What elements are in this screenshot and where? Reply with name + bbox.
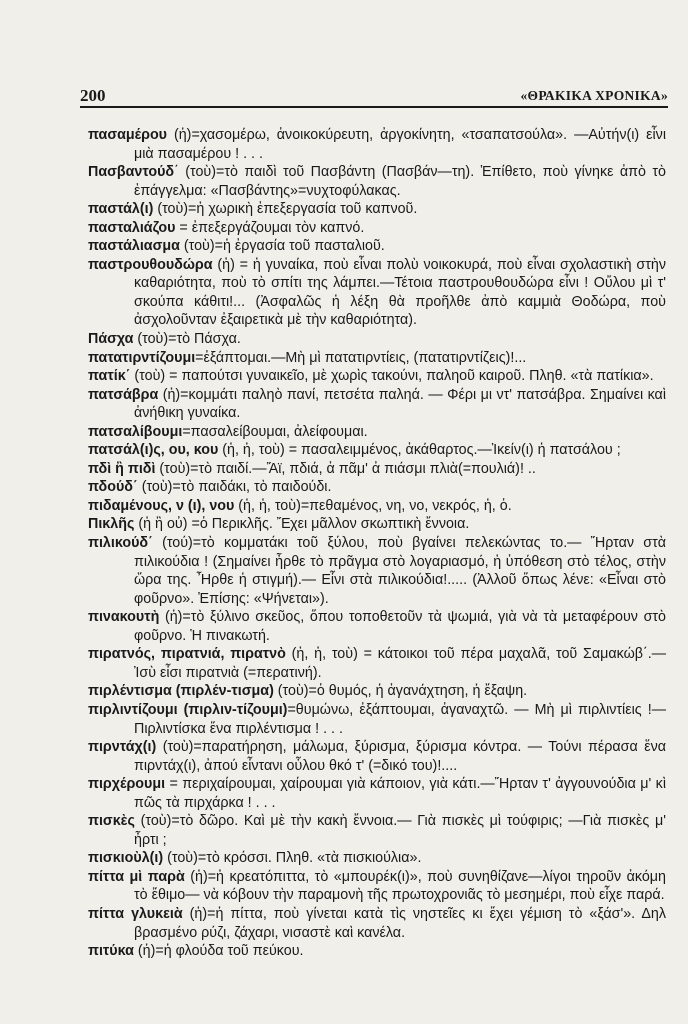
glossary-entry [88, 330, 666, 349]
glossary-entry [88, 256, 666, 330]
entry-headword: πιρλέντισμα (πιρλέν-τισμα) [88, 683, 274, 700]
glossary-entry [88, 126, 666, 163]
entry-headword: πιλικούδ΄ [88, 535, 153, 552]
entry-headword: πδὶ ἢ πιδὶ [88, 460, 156, 477]
glossary-entry [88, 349, 666, 368]
glossary-entry [88, 812, 666, 849]
entry-headword: πισκὲς [88, 813, 135, 830]
glossary-entry [88, 423, 666, 442]
glossary-entry [88, 460, 666, 479]
entry-definition: (ἡ)=κομμάτι παληὸ πανί, πετσέτα παληά. — Φέρι μι ντ' πατσάβρα. Σημαίνει καὶ ἀνήθικη γυναίκα. [134, 386, 666, 422]
entry-definition: =θυμώνω, ἐξάπτουμαι, ἀγαναχτῶ. — Μὴ μὶ πιρλιντίεις !— Πιρλιντίσκα ἕνα πιρλέντισμα ! . . . [134, 701, 667, 737]
entry-headword: πιδαμένους, ν (ι), νου [88, 497, 235, 514]
entry-definition: (τοὺ)=τὸ παιδί.—Ἄϊ, πδιά, ἀ πᾶμ' ἀ πιάσμι πλιὰ(=πουλιά)! .. [155, 460, 536, 477]
entry-definition: (τού)=τὸ κομματάκι τοῦ ξύλου, ποὺ βγαίνει πελεκώντας το.— Ἤρταν στὰ πιλικούδια ! (Σημαίνει ἦρθε τὸ πρᾶγμα στὸ λογαριασμό, ἡ ὑπόθεση στὸ τέλος, στὴν ὥρα της. Ἦρθε ἡ στιγμή).— Εἶνι στὰ πιλικούδια!..... (Ἀλλοῦ ὅπως λένε: «Εἶναι στὸ φοῦρνο». Ἐπίσης: «Ψήνεται»). [134, 535, 666, 607]
entry-headword: πατίκ΄ [88, 368, 131, 385]
glossary-entry [88, 515, 666, 534]
glossary-entry [88, 868, 666, 905]
entry-definition: (τοὺ)=παρατήρηση, μάλωμα, ξύρισμα, ξύρισμα κόντρα. — Τούνι πέρασα ἕνα πιρντάχ(ι), ἀπού εἶντανι οὗλου θκό τ' (=δικό του)!.... [134, 739, 666, 774]
entry-headword: Πασβαντούδ [88, 164, 175, 181]
entry-definition: (τοὺ)=ἡ ἐργασία τοῦ πασταλιοῦ. [179, 238, 385, 255]
entry-definition: (ἡ ἢ οὐ) =ὁ Περικλῆς. Ἔχει μᾶλλον σκωπτικὴ ἔννοια. [134, 516, 470, 533]
glossary-entry [88, 942, 666, 961]
entry-headword: πισκιοὺλ(ι) [88, 850, 164, 867]
entry-definition: =ἐξάπτομαι.—Μὴ μὶ πατατιρντίεις, (πατατιρντίζεις)!... [195, 349, 527, 366]
entry-headword: πιρντάχ(ι) [88, 739, 157, 756]
entry-headword: πασταλιάζου [88, 219, 176, 236]
glossary-body [88, 126, 666, 961]
entry-definition: (τοὺ)=τὸ Πάσχα. [133, 331, 241, 348]
glossary-entry [88, 682, 666, 701]
entry-headword: πατσαλίβουμι [88, 423, 183, 440]
entry-definition: (ἡ, ἡ, τοὺ)=πεθαμένος, νη, νο, νεκρός, ἡ, ὁ. [234, 497, 512, 514]
glossary-entry [88, 608, 666, 645]
glossary-entry [88, 905, 666, 942]
glossary-entry [88, 200, 666, 219]
glossary-entry [88, 775, 666, 812]
entry-definition: (τοὺ)=τὸ παιδάκι, τὸ παιδούδι. [137, 479, 332, 496]
glossary-entry [88, 367, 666, 386]
entry-definition: (τοὺ)=ἡ χωρικὴ ἐπεξεργασία τοῦ καπνοῦ. [153, 201, 418, 218]
entry-headword: πατσάβρα [88, 386, 159, 403]
entry-headword: πδούδ΄ [88, 479, 138, 496]
entry-headword: πατατιρντίζουμι [88, 349, 196, 366]
entry-headword: πιρλιντίζουμι (πιρλιν-τίζουμι) [88, 701, 288, 718]
glossary-entry [88, 219, 666, 238]
glossary-entry [88, 701, 666, 738]
glossary-entry [88, 237, 666, 256]
entry-definition: (ἡ)=χασομέρω, ἀνοικοκύρευτη, ἀργοκίνητη, «τσαπατσούλα». —Αὐτήν(ι) εἶνι μιὰ πασαμέρου ! . . . [134, 127, 666, 162]
glossary-entry [88, 645, 666, 682]
entry-definition: (ἡ) = ἡ γυναίκα, ποὺ εἶναι πολὺ νοικοκυρά, ποὺ εἶναι σχολαστικὴ στὴν καθαριότητα, ποὺ τὸ σπίτι της λάμπει.—Τέτοια παστρουθουδώρα εἶνι ! Οὔλου μὶ τ' σκούπα κάθιτι!... (Ἀσφαλῶς ἡ λέξη θὰ προῆλθε ἀπὸ καμμιὰ Θοδώρα, ποὺ ἀσχολοῦνταν ἐξαιρετικὰ μὲ τὴν καθαριότητα). [134, 256, 666, 329]
entry-headword: παστάλιασμα [88, 238, 180, 255]
entry-definition: = ἐπεξεργάζουμαι τὸν καπνό. [175, 219, 365, 236]
entry-definition: (ἡ)=ἡ πίττα, ποὺ γίνεται κατὰ τὶς νηστεῖες κι ἔχει γέμιση τὸ «ξάσ'». Δηλ βρασμένο ρύζι, ζάχαρι, νισαστὲ καὶ κανέλα. [134, 905, 666, 941]
entry-definition: =πασαλείβουμαι, ἀλείφουμαι. [182, 423, 368, 440]
entry-headword: πιρχέρουμι [88, 776, 166, 793]
glossary-entry [88, 534, 666, 608]
entry-definition: ΄ (τοὺ)=τὸ παιδὶ τοῦ Πασβάντη (Πασβάν—τη). Ἐπίθετο, ποὺ γίνηκε ἀπὸ τὸ ἐπάγγελμα: «Πασβάντης»=νυχτοφύλακας. [134, 164, 666, 199]
running-header [80, 84, 668, 108]
entry-definition: (ἡ, ἡ, τοὺ) = πασαλειμμένος, ἀκάθαρτος.—Ἰκείν(ι) ἡ πατσάλου ; [218, 442, 621, 459]
page-number: 200 [80, 86, 106, 105]
entry-definition: (ἡ)=ἡ κρεατόπιττα, τὸ «μπουρέκ(ι)», ποὺ συνηθίζανε—λίγοι τηροῦν ἀκόμη τὸ ἔθιμο— νὰ κόβουν τὴν παραμονὴ τῆς πρωτοχρονιᾶς τὸ μεσημέρι, ποὺ εἶχε παρά. [134, 868, 666, 904]
entry-definition: (τοὺ)=τὸ κρόσσι. Πληθ. «τὰ πισκιούλια». [163, 850, 422, 867]
journal-title: «ΘΡΑΚΙΚΑ ΧΡΟΝΙΚΑ» [520, 88, 668, 103]
entry-headword: παστάλ(ι) [88, 201, 154, 218]
glossary-entry [88, 163, 666, 200]
entry-headword: Πάσχα [88, 331, 134, 348]
glossary-entry [88, 497, 666, 516]
entry-definition: (τοὺ)=τὸ δῶρο. Καὶ μὲ τὴν κακὴ ἔννοια.— Γιὰ πισκὲς μὶ τούφιρις; —Γιὰ πισκὲς μ' ἦρτι ; [134, 813, 666, 848]
entry-headword: παστρουθουδώρα [88, 256, 213, 273]
entry-headword: πίττα γλυκειὰ [88, 905, 183, 922]
glossary-entry [88, 441, 666, 460]
entry-definition: (ἡ, ἡ, τοὺ) = κάτοικοι τοῦ πέρα μαχαλᾶ, τοῦ Σαμακώβ΄.—Ἰσὺ εἶσι πιρατνιὰ (=περατινή). [134, 646, 667, 681]
entry-definition: (τοὺ) = παπούτσι γυναικεῖο, μὲ χωρὶς τακούνι, παληοῦ καιροῦ. Πληθ. «τὰ πατίκια». [130, 368, 654, 385]
glossary-entry [88, 849, 666, 868]
entry-headword: Πικλῆς [88, 516, 135, 533]
entry-headword: πίττα μὶ παρὰ [88, 868, 185, 885]
entry-definition: (ἡ)=τὸ ξύλινο σκεῦος, ὅπου τοποθετοῦν τὰ ψωμιά, γιὰ νὰ τὰ μεταφέρουν στὸ φοῦρνο. Ἡ πινακωτή. [134, 609, 666, 644]
entry-definition: = περιχαίρουμαι, χαίρουμαι γιὰ κάποιον, γιὰ κάτι.—Ἤρταν τ' ἀγγουνούδια μ' κὶ πῶς τὰ πιρχάρκα ! . . . [134, 776, 666, 811]
entry-headword: πιρατνός, πιρατνιά, πιρατνὸ [88, 646, 286, 663]
glossary-entry [88, 386, 666, 423]
entry-definition: (ἡ)=ἡ φλούδα τοῦ πεύκου. [133, 943, 304, 960]
entry-headword: πατσάλ(ι)ς, ου, κου [88, 442, 219, 459]
entry-definition: (τοὺ)=ὁ θυμός, ἡ ἀγανάχτηση, ἡ ἔξαψη. [273, 683, 528, 700]
glossary-entry [88, 738, 666, 775]
entry-headword: πασαμέρου [88, 127, 168, 143]
entry-headword: πιτύκα [88, 943, 134, 960]
entry-headword: πινακουτὴ [88, 609, 160, 626]
glossary-entry [88, 478, 666, 497]
